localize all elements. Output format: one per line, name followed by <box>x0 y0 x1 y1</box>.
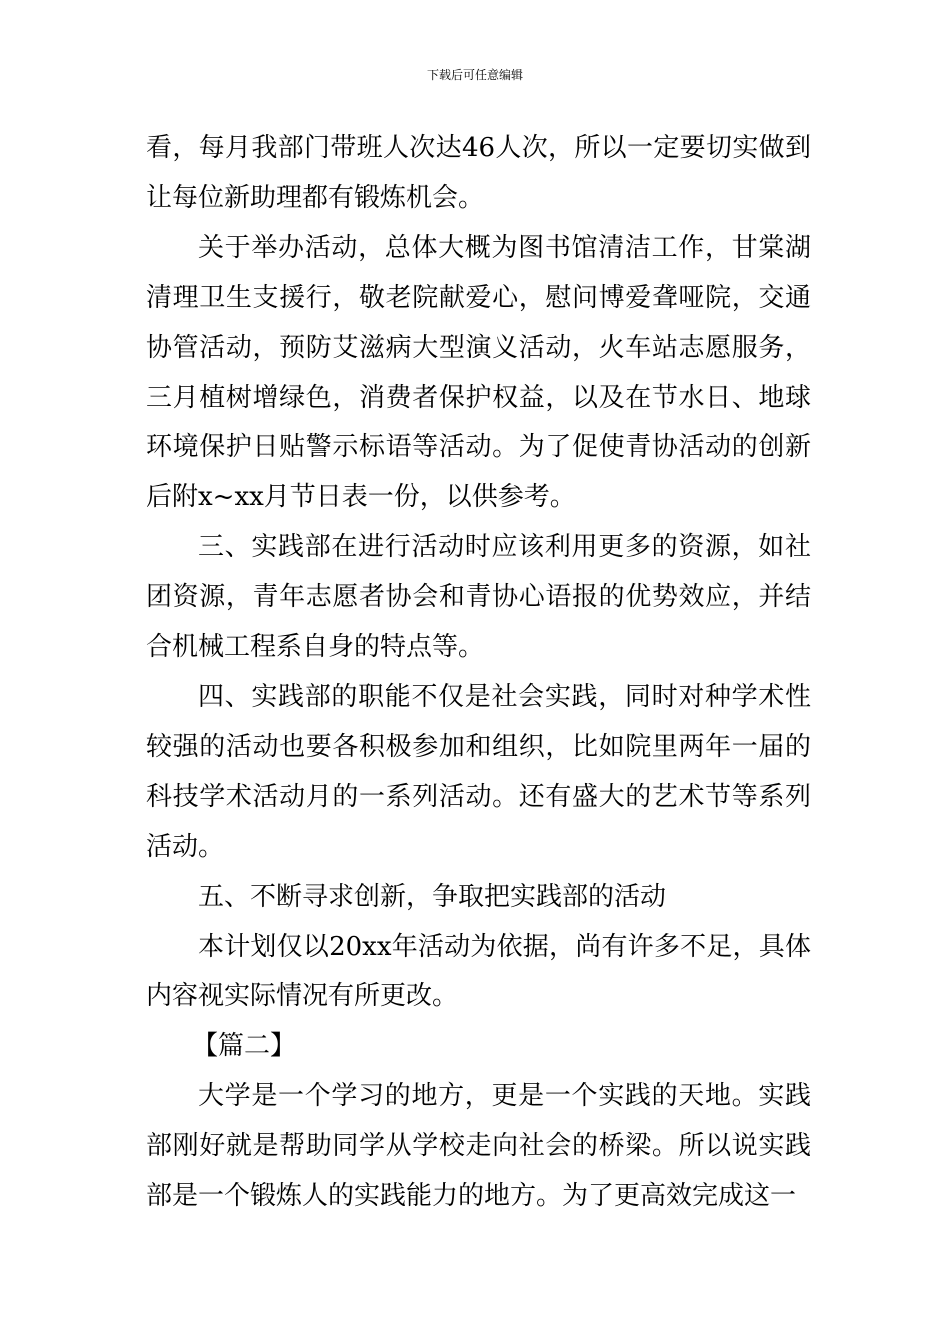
page-header: 下载后可任意编辑 <box>426 68 523 82</box>
paragraph: 看，每月我部门带班人次达46人次，所以一定要切实做到让每位新助理都有锻炼机会。 <box>146 133 811 213</box>
paragraph: 本计划仅以20xx年活动为依据，尚有许多不足，具体内容视实际情况有所更改。 <box>146 931 811 1012</box>
paragraph: 五、不断寻求创新，争取把实践部的活动 <box>198 881 667 912</box>
paragraph: 三、实践部在进行活动时应该利用更多的资源，如社团资源，青年志愿者协会和青协心语报的优势效应，并结合机械工程系自身的特点等。 <box>146 532 811 663</box>
section-heading: 【篇二】 <box>192 1031 297 1062</box>
document-body <box>146 124 811 1222</box>
paragraph: 四、实践部的职能不仅是社会实践，同时对种学术性较强的活动也要各积极参加和组织，比如院里两年一届的科技学术活动月的一系列活动。还有盛大的艺术节等系列活动。 <box>146 681 811 862</box>
paragraph: 大学是一个学习的地方，更是一个实践的天地。实践部刚好就是帮助同学从学校走向社会的桥梁。所以说实践部是一个锻炼人的实践能力的地方。为了更高效完成这一 <box>146 1081 811 1212</box>
paragraph: 关于举办活动，总体大概为图书馆清洁工作，甘棠湖清理卫生支援行，敬老院献爱心，慰问博爱聋哑院，交通协管活动，预防艾滋病大型演义活动，火车站志愿服务，三月植树增绿色，消费者保护权益，以及在节水日、地球环境保护日贴警示标语等活动。为了促使青协活动的创新后附x~xx月节日表一份，以供参考。 <box>146 232 811 513</box>
